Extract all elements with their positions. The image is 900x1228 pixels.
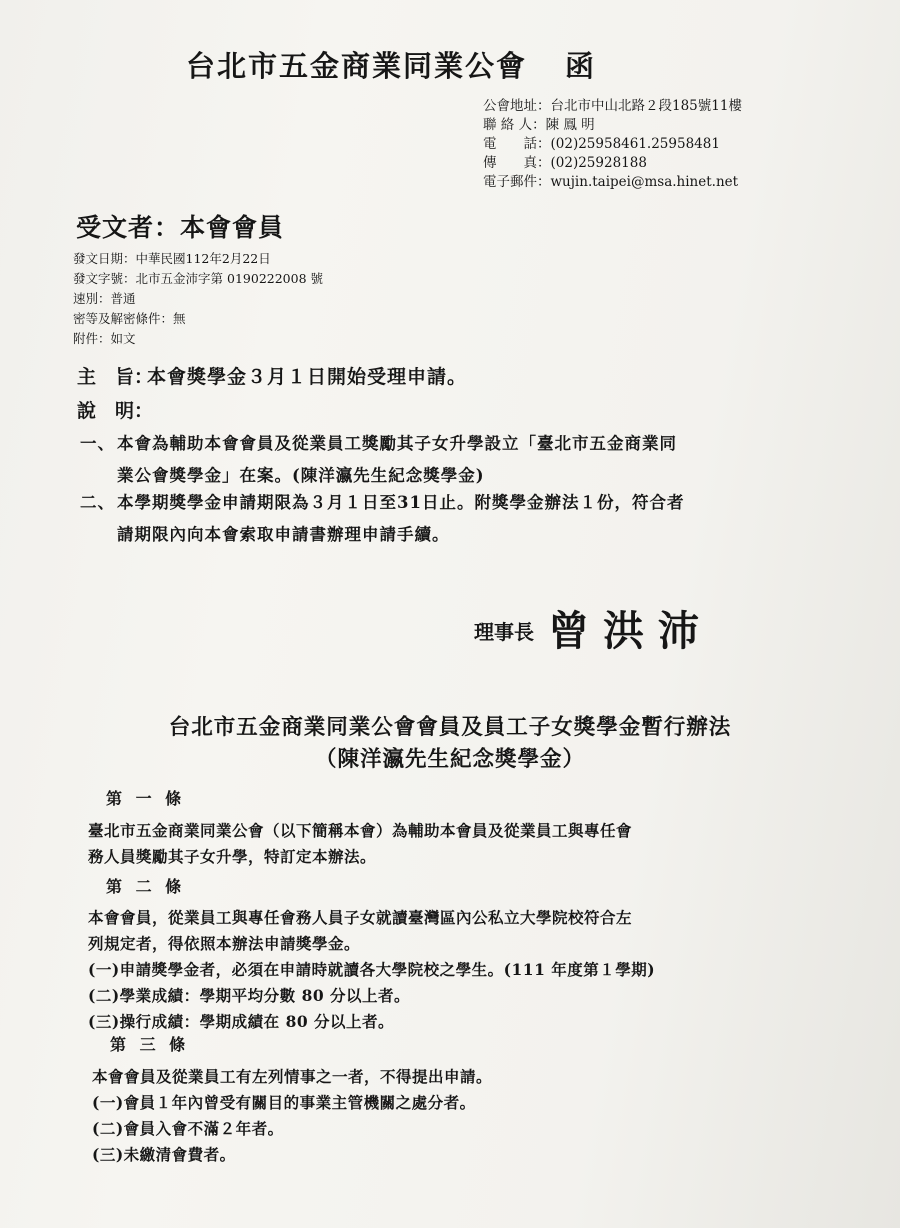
doc-type: 函: [565, 49, 597, 83]
article-heading: 第 二 條: [106, 877, 186, 896]
article-line: (三)操行成績：學期成績在 80 分以上者。: [88, 1012, 395, 1031]
item-line: 本學期獎學金申請期限為３月１日至31日止。附獎學金辦法１份，符合者: [117, 493, 685, 512]
article-line: (一)會員１年內曾受有關目的事業主管機關之處分者。: [92, 1093, 476, 1112]
meta-label: 發文日期: [73, 251, 124, 266]
contact-value: 台北市中山北路２段185號11樓: [550, 98, 742, 114]
recipient: 受文者：本會會員: [76, 213, 285, 242]
contact-line: 聯 絡 人：陳 鳳 明: [483, 117, 595, 133]
contact-label: 傳 真: [483, 155, 537, 171]
meta-line: 發文日期：中華民國112年2月22日: [73, 251, 271, 266]
article-line: 列規定者，得依照本辦法申請獎學金。: [88, 934, 361, 953]
contact-line: 公會地址：台北市中山北路２段185號11樓: [483, 98, 742, 114]
item-line: 本會為輔助本會會員及從業員工獎勵其子女升學設立「臺北市五金商業同: [117, 434, 677, 453]
meta-line: 速別：普通: [73, 291, 136, 306]
article-line: 務人員獎勵其子女升學，特訂定本辦法。: [88, 847, 377, 866]
regulation-subtitle: （陳洋瀛先生紀念獎學金）: [314, 747, 585, 772]
article-line: (二)學業成績：學期平均分數 80 分以上者。: [88, 986, 411, 1005]
meta-label: 速別: [73, 291, 99, 306]
contact-label: 電子郵件: [483, 174, 537, 190]
article-line: 本會會員及從業員工有左列情事之一者，不得提出申請。: [92, 1067, 493, 1086]
article-body: [88, 905, 655, 1035]
meta-label: 密等及解密條件: [73, 311, 161, 326]
contact-value: (02)25958461.25958481: [550, 136, 720, 152]
subject-label: 主 旨：: [77, 366, 154, 388]
article-heading: 第 一 條: [106, 789, 186, 808]
article-body: [88, 818, 632, 870]
meta-line: 發文字號：北市五金沛字第 0190222008 號: [73, 271, 324, 286]
document-meta: [73, 249, 323, 349]
signer-name: 曾洪沛: [548, 607, 713, 655]
article-body: [92, 1064, 492, 1168]
letter-title: [186, 44, 596, 85]
item-line: 業公會獎學金」在案。(陳洋瀛先生紀念獎學金): [117, 466, 485, 485]
contact-line: 電 話：(02)25958461.25958481: [483, 136, 720, 152]
article-heading: 第 三 條: [110, 1035, 190, 1054]
subject-text: 本會獎學金３月１日開始受理申請。: [147, 366, 468, 388]
article-line: (二)會員入會不滿２年者。: [92, 1119, 284, 1138]
regulation-title: 台北市五金商業同業公會會員及員工子女獎學金暫行辦法: [168, 715, 732, 740]
subject-line: [77, 362, 467, 389]
contact-label: 聯 絡 人: [483, 117, 533, 133]
signer-title: 理事長: [474, 620, 534, 644]
meta-value: 北市五金沛字第 0190222008 號: [135, 271, 324, 286]
meta-value: 如文: [110, 331, 136, 346]
article-line: (一)申請獎學金者，必須在申請時就讀各大學院校之學生。(111 年度第１學期): [88, 960, 656, 979]
signature-block: [474, 598, 713, 657]
explain-item: [80, 487, 684, 551]
contact-value: (02)25928188: [550, 155, 647, 171]
meta-label: 發文字號: [73, 271, 124, 286]
meta-value: 中華民國112年2月22日: [135, 251, 271, 266]
contact-line: 傳 真：(02)25928188: [483, 155, 647, 171]
explain-item: [80, 428, 677, 492]
meta-label: 附件: [73, 331, 99, 346]
contact-email[interactable]: wujin.taipei@msa.hinet.net: [550, 174, 739, 190]
article-line: 臺北市五金商業同業公會（以下簡稱本會）為輔助本會員及從業員工與專任會: [88, 821, 633, 840]
contact-label: 公會地址: [483, 98, 537, 114]
article-line: 本會會員，從業員工與專任會務人員子女就讀臺灣區內公私立大學院校符合左: [88, 908, 633, 927]
item-number: 一、: [80, 434, 115, 453]
contact-line: 電子郵件：wujin.taipei@msa.hinet.net: [483, 174, 739, 190]
contact-block: [483, 97, 742, 192]
contact-value: 陳 鳳 明: [545, 117, 595, 133]
explain-label: 說 明：: [77, 400, 154, 422]
meta-line: 密等及解密條件：無: [73, 311, 186, 326]
article-line: (三)未繳清會費者。: [92, 1145, 236, 1164]
meta-value: 普通: [110, 291, 136, 306]
item-line: 請期限內向本會索取申請書辦理申請手續。: [117, 525, 450, 544]
item-number: 二、: [80, 493, 115, 512]
org-name: 台北市五金商業同業公會: [186, 49, 528, 83]
contact-label: 電 話: [483, 136, 537, 152]
meta-line: 附件：如文: [73, 331, 136, 346]
meta-value: 無: [173, 311, 186, 326]
